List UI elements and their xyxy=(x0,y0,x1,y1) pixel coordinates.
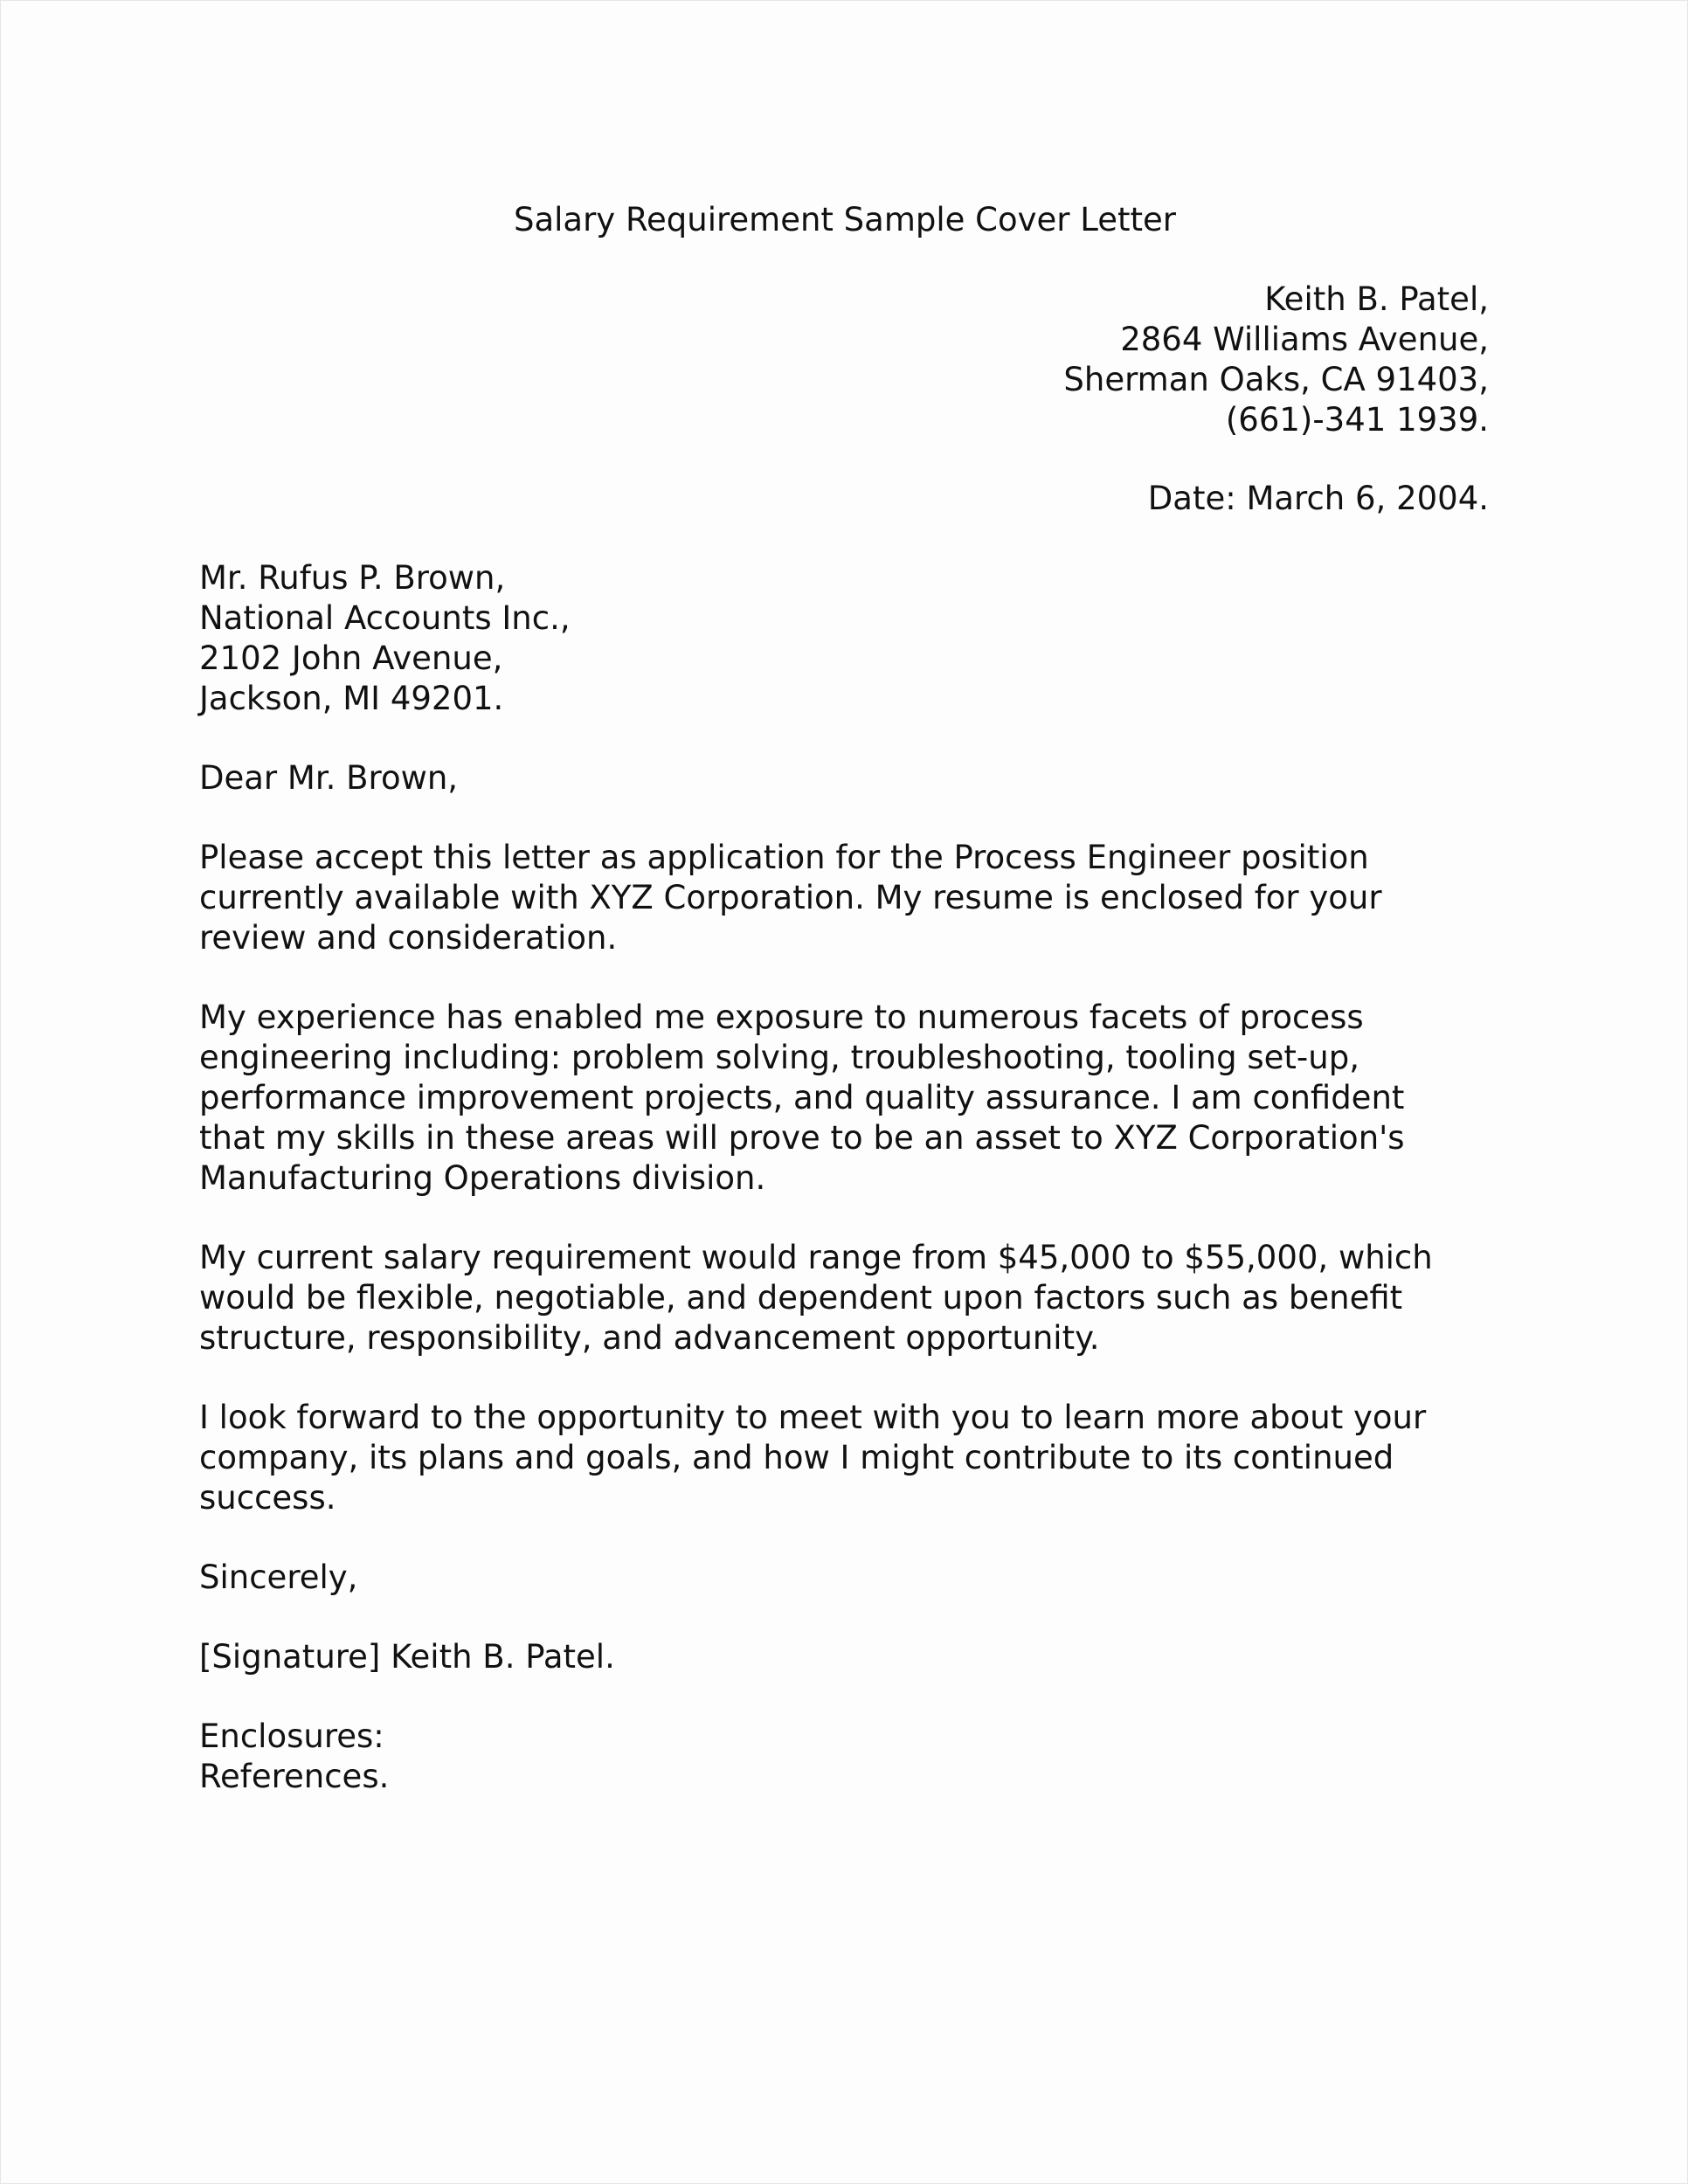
recipient-company: National Accounts Inc., xyxy=(199,599,571,637)
sender-street: 2864 Williams Avenue, xyxy=(1120,321,1489,358)
recipient-city: Jackson, MI 49201. xyxy=(199,680,504,717)
sender-city: Sherman Oaks, CA 91403, xyxy=(1063,361,1489,398)
letter-date: Date: March 6, 2004. xyxy=(1147,480,1489,517)
sender-phone: (661)-341 1939. xyxy=(1225,401,1489,439)
recipient-address xyxy=(199,558,1510,719)
paragraph-experience: My experience has enabled me exposure to numerous facets of process engineering including: problem solving, troubleshooting, tooling set-up, performance improvement projects, and quality assurance. I am confident that my skills in these areas will prove to be an asset to XYZ Corporation's Manufacturing Operations division. xyxy=(199,999,1405,1197)
salutation: Dear Mr. Brown, xyxy=(199,759,459,797)
letter-body xyxy=(199,558,1510,1797)
letter-title: Salary Requirement Sample Cover Letter xyxy=(513,201,1176,238)
sender-name: Keith B. Patel, xyxy=(1264,280,1489,318)
enclosures xyxy=(199,1717,1510,1797)
paragraph-closing-remarks: I look forward to the opportunity to meet with you to learn more about your company, its plans and goals, and how I might contribute to its continued success. xyxy=(199,1399,1427,1517)
signature-line: [Signature] Keith B. Patel. xyxy=(199,1638,615,1676)
sender-address xyxy=(1063,280,1489,440)
recipient-name: Mr. Rufus P. Brown, xyxy=(199,559,506,597)
paragraph-salary: My current salary requirement would range from $45,000 to $55,000, which would be flexible, negotiable, and dependent upon factors such as benefit structure, responsibility, and advancement opportunity. xyxy=(199,1239,1433,1357)
closing: Sincerely, xyxy=(199,1559,358,1596)
recipient-street: 2102 John Avenue, xyxy=(199,639,503,677)
enclosures-label: Enclosures: xyxy=(199,1717,384,1755)
enclosure-item: References. xyxy=(199,1758,390,1795)
paragraph-application: Please accept this letter as application for the Process Engineer position currently available with XYZ Corporation. My resume is enclosed for your review and consideration. xyxy=(199,839,1382,957)
